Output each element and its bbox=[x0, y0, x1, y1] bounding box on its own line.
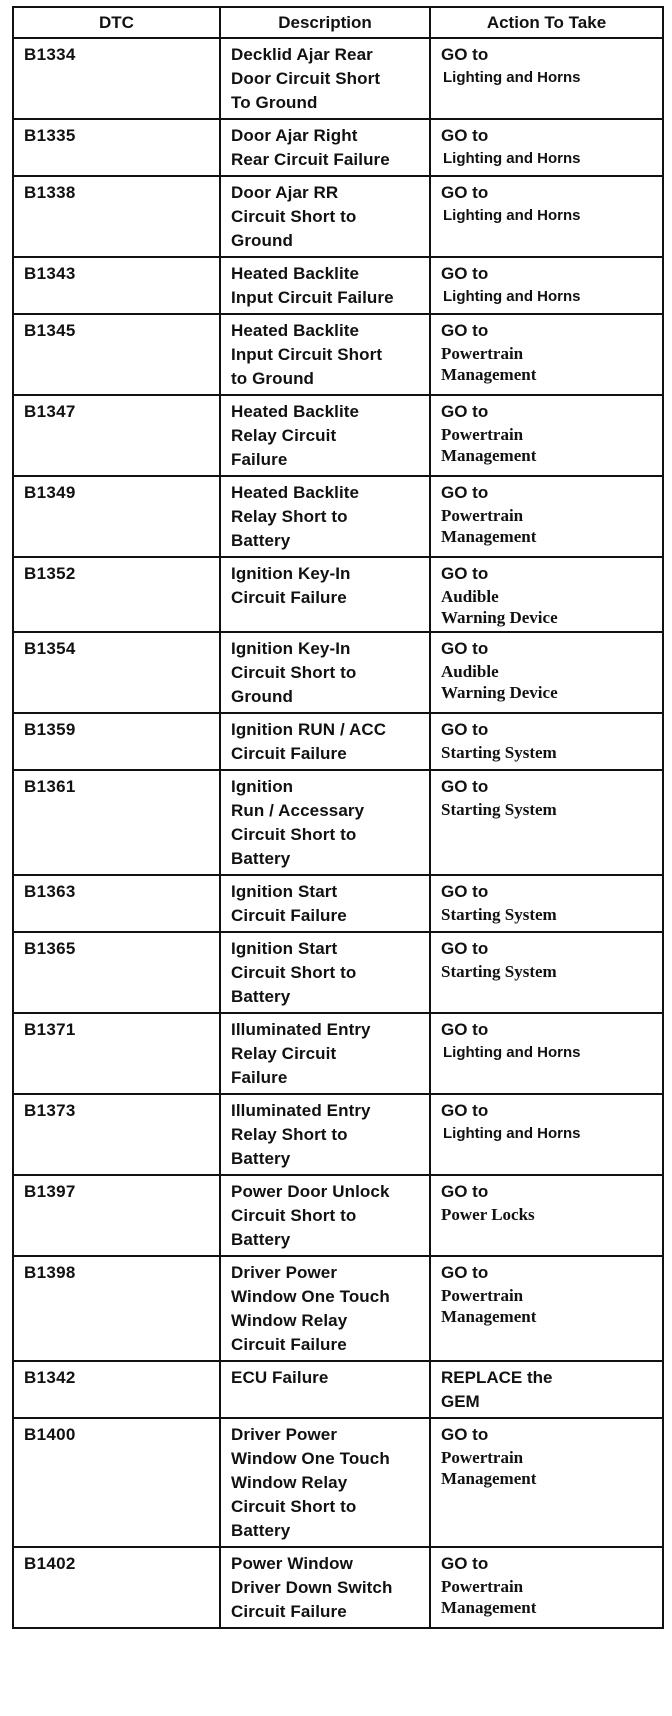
dtc-code-cell: B1338 bbox=[13, 176, 220, 257]
header-action: Action To Take bbox=[430, 7, 663, 38]
action-target-section: Powertrain Management bbox=[441, 506, 537, 546]
table-row bbox=[13, 314, 663, 395]
action-cell bbox=[430, 713, 663, 770]
table-row bbox=[13, 1361, 663, 1418]
action-cell bbox=[430, 1094, 663, 1175]
action-cell bbox=[430, 1256, 663, 1361]
description-cell: Power Door Unlock Circuit Short to Battery bbox=[220, 1175, 430, 1256]
table-row bbox=[13, 1013, 663, 1094]
dtc-code-cell: B1334 bbox=[13, 38, 220, 119]
action-cell bbox=[430, 770, 663, 875]
action-cell bbox=[430, 875, 663, 932]
action-cell bbox=[430, 314, 663, 395]
action-cell bbox=[430, 932, 663, 1013]
action-instruction: REPLACE the GEM bbox=[441, 1368, 553, 1411]
action-instruction: GO to bbox=[441, 1554, 489, 1573]
table-row bbox=[13, 395, 663, 476]
table-row bbox=[13, 38, 663, 119]
action-cell bbox=[430, 632, 663, 713]
dtc-code-cell: B1361 bbox=[13, 770, 220, 875]
dtc-code-cell: B1343 bbox=[13, 257, 220, 314]
action-cell bbox=[430, 1361, 663, 1418]
action-cell bbox=[430, 1013, 663, 1094]
action-cell bbox=[430, 1418, 663, 1547]
action-target-section: Powertrain Management bbox=[441, 344, 537, 384]
action-instruction: GO to bbox=[441, 45, 489, 64]
table-row bbox=[13, 1256, 663, 1361]
description-cell: Power Window Driver Down Switch Circuit Failure bbox=[220, 1547, 430, 1628]
action-cell bbox=[430, 38, 663, 119]
table-body bbox=[13, 38, 663, 1628]
table-header bbox=[13, 7, 663, 38]
action-instruction: GO to bbox=[441, 321, 489, 340]
action-target-section: Audible Warning Device bbox=[441, 662, 558, 702]
dtc-code-cell: B1354 bbox=[13, 632, 220, 713]
description-cell: Ignition RUN / ACC Circuit Failure bbox=[220, 713, 430, 770]
action-target-section: Lighting and Horns bbox=[443, 288, 581, 305]
action-target-section: Starting System bbox=[441, 962, 557, 981]
table-row bbox=[13, 632, 663, 713]
description-cell: Door Ajar Right Rear Circuit Failure bbox=[220, 119, 430, 176]
action-target-section: Powertrain Management bbox=[441, 1286, 537, 1326]
action-target-section: Lighting and Horns bbox=[443, 150, 581, 167]
dtc-code-cell: B1349 bbox=[13, 476, 220, 557]
action-instruction: GO to bbox=[441, 777, 489, 796]
table-row bbox=[13, 557, 663, 632]
table-row bbox=[13, 713, 663, 770]
action-instruction: GO to bbox=[441, 1182, 489, 1201]
action-instruction: GO to bbox=[441, 1020, 489, 1039]
action-instruction: GO to bbox=[441, 126, 489, 145]
description-cell: Illuminated Entry Relay Circuit Failure bbox=[220, 1013, 430, 1094]
dtc-code-cell: B1400 bbox=[13, 1418, 220, 1547]
action-cell bbox=[430, 395, 663, 476]
table-row bbox=[13, 176, 663, 257]
action-instruction: GO to bbox=[441, 483, 489, 502]
dtc-code-cell: B1371 bbox=[13, 1013, 220, 1094]
action-target-section: Powertrain Management bbox=[441, 1577, 537, 1617]
description-cell: ECU Failure bbox=[220, 1361, 430, 1418]
description-cell: Heated Backlite Input Circuit Failure bbox=[220, 257, 430, 314]
action-instruction: GO to bbox=[441, 1101, 489, 1120]
action-instruction: GO to bbox=[441, 882, 489, 901]
action-target-section: Powertrain Management bbox=[441, 425, 537, 465]
dtc-code-cell: B1342 bbox=[13, 1361, 220, 1418]
dtc-code-cell: B1398 bbox=[13, 1256, 220, 1361]
table-row bbox=[13, 1418, 663, 1547]
table-row bbox=[13, 932, 663, 1013]
table-row bbox=[13, 476, 663, 557]
dtc-code-cell: B1373 bbox=[13, 1094, 220, 1175]
description-cell: Driver Power Window One Touch Window Relay Circuit Short to Battery bbox=[220, 1418, 430, 1547]
action-instruction: GO to bbox=[441, 402, 489, 421]
table-row bbox=[13, 875, 663, 932]
action-target-section: Lighting and Horns bbox=[443, 69, 581, 86]
table-row bbox=[13, 119, 663, 176]
action-instruction: GO to bbox=[441, 639, 489, 658]
dtc-code-cell: B1335 bbox=[13, 119, 220, 176]
action-cell bbox=[430, 257, 663, 314]
description-cell: Ignition Key-In Circuit Short to Ground bbox=[220, 632, 430, 713]
dtc-code-cell: B1359 bbox=[13, 713, 220, 770]
action-instruction: GO to bbox=[441, 939, 489, 958]
action-target-section: Lighting and Horns bbox=[443, 1044, 581, 1061]
header-dtc: DTC bbox=[13, 7, 220, 38]
action-target-section: Power Locks bbox=[441, 1205, 535, 1224]
description-cell: Ignition Start Circuit Short to Battery bbox=[220, 932, 430, 1013]
action-cell bbox=[430, 476, 663, 557]
action-target-section: Starting System bbox=[441, 800, 557, 819]
description-cell: Ignition Key-In Circuit Failure bbox=[220, 557, 430, 632]
action-instruction: GO to bbox=[441, 264, 489, 283]
table-row bbox=[13, 770, 663, 875]
action-cell bbox=[430, 1547, 663, 1628]
description-cell: Heated Backlite Input Circuit Short to Ground bbox=[220, 314, 430, 395]
description-cell: Decklid Ajar Rear Door Circuit Short To Ground bbox=[220, 38, 430, 119]
description-cell: Door Ajar RR Circuit Short to Ground bbox=[220, 176, 430, 257]
action-target-section: Audible Warning Device bbox=[441, 587, 558, 627]
dtc-code-cell: B1345 bbox=[13, 314, 220, 395]
dtc-code-cell: B1365 bbox=[13, 932, 220, 1013]
action-target-section: Starting System bbox=[441, 905, 557, 924]
action-instruction: GO to bbox=[441, 1263, 489, 1282]
description-cell: Illuminated Entry Relay Short to Battery bbox=[220, 1094, 430, 1175]
dtc-table bbox=[12, 6, 664, 1629]
action-instruction: GO to bbox=[441, 183, 489, 202]
action-cell bbox=[430, 1175, 663, 1256]
description-cell: Ignition Start Circuit Failure bbox=[220, 875, 430, 932]
table-row bbox=[13, 257, 663, 314]
action-cell bbox=[430, 176, 663, 257]
header-description: Description bbox=[220, 7, 430, 38]
action-cell bbox=[430, 119, 663, 176]
dtc-code-cell: B1363 bbox=[13, 875, 220, 932]
action-cell bbox=[430, 557, 663, 632]
description-cell: Heated Backlite Relay Short to Battery bbox=[220, 476, 430, 557]
header-row bbox=[13, 7, 663, 38]
table-row bbox=[13, 1175, 663, 1256]
dtc-code-cell: B1352 bbox=[13, 557, 220, 632]
description-cell: Ignition Run / Accessary Circuit Short to Battery bbox=[220, 770, 430, 875]
action-target-section: Lighting and Horns bbox=[443, 207, 581, 224]
action-instruction: GO to bbox=[441, 720, 489, 739]
action-target-section: Powertrain Management bbox=[441, 1448, 537, 1488]
action-target-section: Starting System bbox=[441, 743, 557, 762]
dtc-code-cell: B1397 bbox=[13, 1175, 220, 1256]
dtc-page bbox=[12, 6, 662, 1629]
action-instruction: GO to bbox=[441, 1425, 489, 1444]
dtc-code-cell: B1347 bbox=[13, 395, 220, 476]
description-cell: Driver Power Window One Touch Window Relay Circuit Failure bbox=[220, 1256, 430, 1361]
action-instruction: GO to bbox=[441, 564, 489, 583]
description-cell: Heated Backlite Relay Circuit Failure bbox=[220, 395, 430, 476]
table-row bbox=[13, 1094, 663, 1175]
action-target-section: Lighting and Horns bbox=[443, 1125, 581, 1142]
dtc-code-cell: B1402 bbox=[13, 1547, 220, 1628]
table-row bbox=[13, 1547, 663, 1628]
